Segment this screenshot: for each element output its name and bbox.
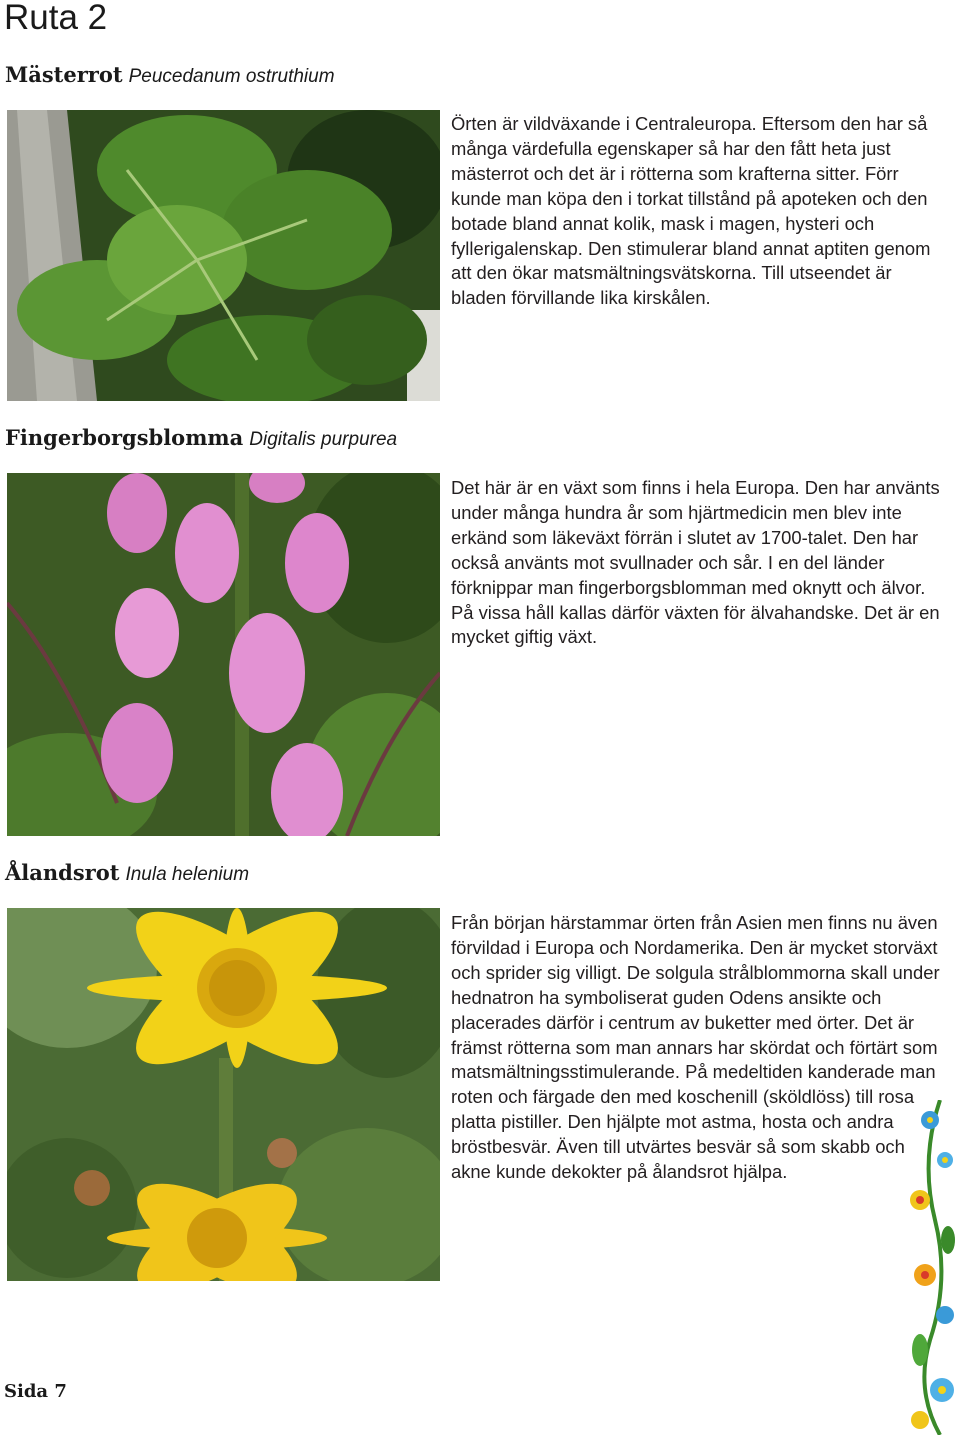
alandsrot-photo — [7, 908, 440, 1281]
plant-name: Fingerborgsblomma — [5, 425, 244, 450]
section-heading-alandsrot — [5, 860, 249, 888]
plant-latin-name: Digitalis purpurea — [249, 429, 398, 450]
alandsrot-text: Från början härstammar örten från Asien men finns nu även förvildad i Europa och Nordamerika. Den är mycket storväxt och sprider sig villigt. De solgula strålblommorna skall under hednatron ha symboliserat guden Odens ansikte och placerades därför i centrum av buketter med örter. Det är främst rötterna som man annars har skördat och förtärt som matsmältningsstimulerande. På medeltiden kanderade man roten och färgade den med koschenill (sköldlöss) till rosa platta pistiller. Den hjälpte mot astma, hosta och andra bröstbesvär. Även till utvärtes besvär så som skabb och akne kunde dekokter på ålandsrot hjälpa. — [451, 912, 940, 1183]
masterrot-text: Örten är vildväxande i Centraleuropa. Eftersom den har så många värdefulla egenskaper så har den fått heta just mästerrot och det är i rötterna som krafterna sitter. Förr kunde man köpa den i torkat tillstånd på apoteken och den botade bland annat kolik, mask i magen, hysteri och fyllerigalenskap. Den stimulerar bland annat aptiten genom att den ökar matsmältningsvätskorna. Till utseendet är bladen förvillande lika kirskålen. — [451, 113, 931, 309]
floral-border-decoration — [900, 1100, 960, 1435]
plant-name: Ålandsrot — [5, 860, 120, 885]
page-title: Ruta 2 — [4, 0, 108, 37]
section-heading-fingerborgsblomma — [5, 425, 397, 453]
plant-latin-name: Peucedanum ostruthium — [128, 66, 335, 87]
page-number: Sida 7 — [4, 1381, 67, 1402]
fingerborgsblomma-text: Det här är en växt som finns i hela Europa. Den har använts under många hundra år som hjärtmedicin men blev inte erkänd som läkeväxt förrän i slutet av 1700-talet. Den har också använts mot svullnader och sår. I en del länder förknippar man fingerborgsblomman med oknytt och älvor. På vissa håll kallas därför växten för älvahandske. Det är en mycket giftig växt. — [451, 477, 940, 648]
masterrot-photo — [7, 110, 440, 401]
plant-name: Mästerrot — [5, 62, 123, 87]
fingerborgsblomma-photo — [7, 473, 440, 836]
section-heading-masterrot — [5, 62, 335, 90]
plant-latin-name: Inula helenium — [125, 864, 250, 885]
